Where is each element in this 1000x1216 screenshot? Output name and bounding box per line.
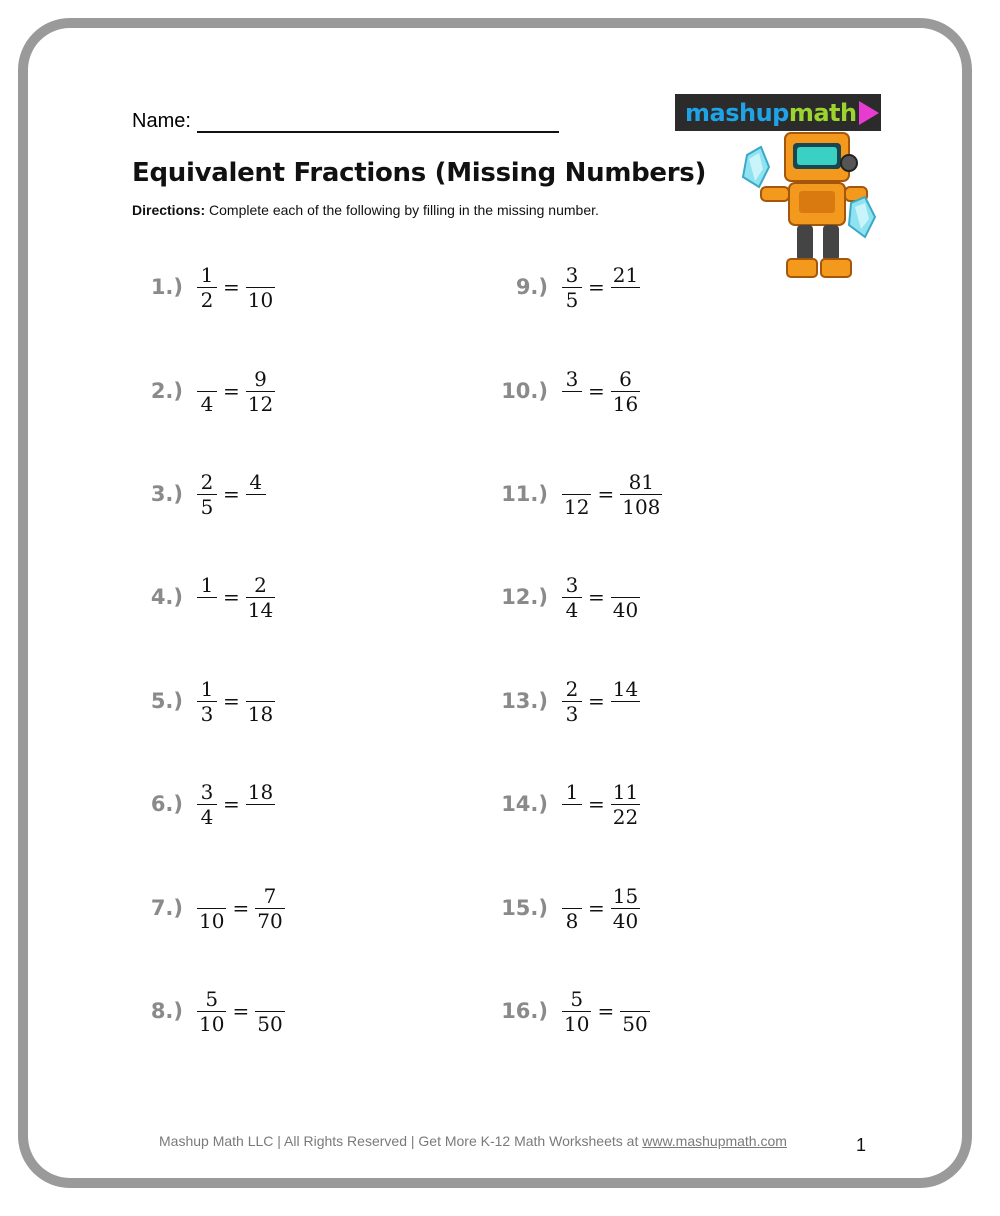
equals-sign: = [597,482,615,506]
left-denominator: 4 [565,597,579,622]
left-numerator: 3 [565,262,579,287]
problem-number: 8.) [150,999,183,1023]
left-denominator[interactable] [562,805,582,829]
left-numerator: 1 [565,779,579,804]
left-denominator: 4 [200,804,214,829]
equals-sign: = [223,585,240,609]
right-denominator: 40 [612,597,639,622]
equals-sign: = [232,896,250,920]
equals-sign: = [597,999,615,1023]
right-numerator: 9 [254,366,267,391]
left-numerator: 2 [200,469,214,494]
left-fraction [197,367,217,416]
left-numerator[interactable] [567,470,587,494]
left-fraction [562,677,582,726]
right-fraction [246,780,275,829]
problem-number: 5.) [150,689,183,713]
problem-number: 3.) [150,482,183,506]
left-fraction [197,987,226,1036]
problem-15 [478,878,640,938]
right-fraction [611,573,640,622]
left-denominator: 10 [564,1011,590,1036]
left-numerator: 5 [205,986,219,1011]
equals-sign: = [223,482,240,506]
directions [132,202,599,218]
left-fraction [197,470,217,519]
left-numerator: 1 [200,572,214,597]
right-denominator[interactable] [250,805,270,829]
problem-number: 16.) [501,999,548,1023]
left-numerator[interactable] [197,367,217,391]
right-denominator: 16 [612,391,639,416]
right-denominator[interactable] [246,495,266,519]
left-fraction [197,677,217,726]
right-fraction [620,987,649,1036]
footer [159,1133,787,1149]
problem-number: 4.) [150,585,183,609]
right-fraction [255,987,284,1036]
right-numerator: 4 [249,469,263,494]
left-numerator: 1 [200,262,214,287]
left-denominator: 8 [565,908,579,933]
left-fraction [562,263,582,312]
problem-number: 10.) [501,379,548,403]
problem-4 [113,567,275,627]
right-numerator: 7 [263,883,277,908]
left-numerator: 5 [570,986,584,1011]
left-numerator: 3 [565,366,579,391]
left-fraction [197,884,226,933]
left-denominator: 3 [200,701,214,726]
equals-sign: = [588,896,605,920]
left-fraction [562,367,582,416]
problem-number: 11.) [501,482,548,506]
right-fraction [246,573,275,622]
right-denominator: 18 [247,701,274,726]
problem-number: 13.) [501,689,548,713]
problem-number: 14.) [501,792,548,816]
left-fraction [562,573,582,622]
name-label: Name: [132,110,191,132]
footer-text: Mashup Math LLC | All Rights Reserved | Get More K-12 Math Worksheets at [159,1133,643,1149]
equals-sign: = [223,275,240,299]
logo-text: mashupmath [685,98,857,127]
right-fraction [246,470,266,519]
left-fraction [197,780,217,829]
footer-link[interactable]: www.mashupmath.com [642,1133,787,1149]
problem-number: 2.) [150,379,183,403]
right-numerator: 6 [619,366,632,391]
problem-number: 15.) [501,896,548,920]
problem-12 [478,567,640,627]
robot-mascot-image [725,125,885,295]
problem-1 [113,257,275,317]
right-numerator[interactable] [250,263,270,287]
equals-sign: = [588,585,605,609]
right-denominator: 108 [622,494,661,519]
problem-2 [113,361,275,421]
left-denominator: 12 [564,494,590,519]
name-blank-line[interactable] [197,111,559,133]
problem-number: 12.) [501,585,548,609]
right-denominator: 50 [257,1011,283,1036]
left-denominator: 10 [199,908,225,933]
play-triangle-icon [859,101,879,125]
right-denominator: 14 [247,597,274,622]
left-numerator: 2 [565,676,579,701]
equals-sign: = [223,689,240,713]
worksheet-title: Equivalent Fractions (Missing Numbers) [132,158,707,188]
problem-14 [478,774,640,834]
page-number: 1 [856,1135,867,1155]
right-numerator: 15 [612,883,639,908]
left-denominator: 4 [200,391,214,416]
problem-16 [478,981,650,1041]
right-denominator: 22 [612,804,639,829]
right-fraction [611,367,640,416]
left-numerator: 1 [200,676,214,701]
equals-sign: = [223,792,240,816]
problem-6 [113,774,275,834]
left-denominator: 2 [200,287,214,312]
left-fraction [562,987,591,1036]
equals-sign: = [588,275,605,299]
right-numerator: 81 [628,469,655,494]
left-numerator[interactable] [202,884,222,908]
right-numerator[interactable] [625,987,645,1011]
left-denominator[interactable] [197,598,217,622]
right-fraction [611,780,640,829]
right-denominator: 40 [612,908,639,933]
right-numerator[interactable] [250,677,270,701]
right-fraction [246,263,275,312]
left-numerator: 3 [200,779,214,804]
right-denominator: 10 [247,287,274,312]
left-fraction [197,573,217,622]
left-numerator[interactable] [562,884,582,908]
equals-sign: = [588,689,605,713]
left-fraction [562,470,591,519]
right-fraction [246,367,275,416]
right-fraction [611,263,640,312]
left-denominator[interactable] [562,392,582,416]
problem-13 [478,671,640,731]
left-fraction [562,884,582,933]
directions-text: Complete each of the following by filling in the missing number. [205,202,599,218]
right-fraction [611,884,640,933]
equals-sign: = [232,999,250,1023]
problem-9 [478,257,640,317]
problem-number: 9.) [515,275,548,299]
right-fraction [611,677,640,726]
right-denominator: 70 [257,908,283,933]
left-denominator: 10 [199,1011,225,1036]
right-numerator: 14 [612,676,639,701]
right-denominator[interactable] [615,702,635,726]
right-numerator: 21 [612,262,639,287]
right-numerator: 11 [612,779,639,804]
problem-8 [113,981,285,1041]
equals-sign: = [223,379,240,403]
right-denominator[interactable] [615,288,635,312]
left-denominator: 5 [200,494,214,519]
right-numerator: 2 [254,572,267,597]
left-fraction [197,263,217,312]
problem-3 [113,464,266,524]
problem-number: 7.) [150,896,183,920]
equals-sign: = [588,379,605,403]
left-denominator: 5 [565,287,579,312]
problem-number: 1.) [150,275,183,299]
right-fraction [246,677,275,726]
problem-10 [478,361,640,421]
right-numerator: 18 [247,779,274,804]
left-numerator: 3 [565,572,579,597]
equals-sign: = [588,792,605,816]
problem-11 [478,464,662,524]
right-fraction [620,470,662,519]
right-denominator: 50 [622,1011,648,1036]
right-fraction [255,884,284,933]
right-numerator[interactable] [615,573,635,597]
left-denominator: 3 [565,701,579,726]
problem-7 [113,878,285,938]
right-numerator[interactable] [260,987,280,1011]
left-fraction [562,780,582,829]
right-denominator: 12 [247,391,274,416]
directions-label: Directions: [132,202,206,218]
name-field [132,110,559,133]
problem-5 [113,671,275,731]
problem-number: 6.) [150,792,183,816]
